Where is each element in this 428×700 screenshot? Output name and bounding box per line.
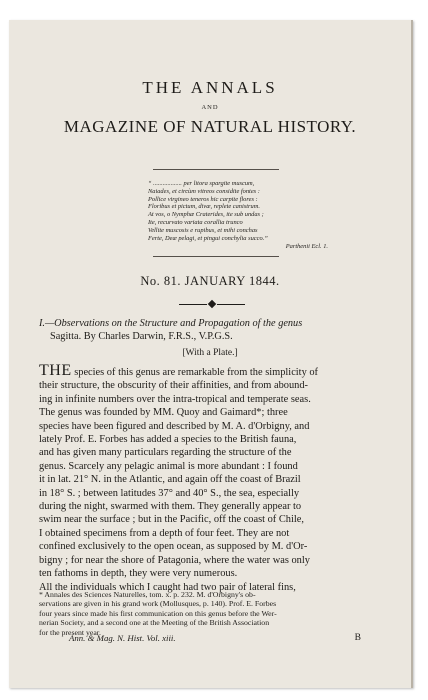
epigraph-rule-bottom bbox=[153, 256, 279, 257]
footnote-line: four years since made his first communication on this genus before the Wer- bbox=[39, 608, 277, 618]
journal-title-line-2: MAGAZINE OF NATURAL HISTORY. bbox=[63, 117, 357, 136]
article-body bbox=[39, 364, 381, 594]
body-line: in 18° S. ; between latitudes 37° and 40° S., the sea, especially bbox=[39, 487, 300, 499]
plate-note: [With a Plate.] bbox=[182, 348, 238, 358]
epigraph-line: Vellite muscosis e rupibus, et mihi conchas bbox=[148, 226, 258, 234]
body-line: during the night, swarmed with them. They generally appear to bbox=[39, 501, 302, 513]
body-line: their structure, the obscurity of their affinities, and from abound- bbox=[39, 380, 309, 392]
body-line: bigny ; for near the shore of Patagonia, where the water was only bbox=[39, 554, 310, 566]
running-footer: Ann. & Mag. N. Hist. Vol. xiii. bbox=[69, 633, 176, 643]
page-footer bbox=[69, 633, 361, 643]
body-line: swim near the surface ; but in the Pacific, off the coast of Chile, bbox=[39, 514, 304, 526]
body-line: species of this genus are remarkable from the simplicity of bbox=[71, 367, 319, 378]
footnotes bbox=[39, 590, 381, 637]
epigraph-rule-top bbox=[153, 169, 279, 170]
journal-title-line-1: THE ANNALS bbox=[142, 78, 278, 97]
footnote-line: servations are given in his grand work (Mollusques, p. 140). Prof. E. Forbes bbox=[39, 599, 277, 609]
article-title-line-1: I.—Observations on the Structure and Propagation of the genus bbox=[39, 318, 303, 329]
article-title bbox=[39, 317, 379, 343]
body-line: and has given many particulars regarding the structure of the bbox=[39, 447, 292, 459]
epigraph-line: Pollice virgineo teneros hic carpite flores : bbox=[148, 195, 258, 203]
footnote-line: nerian Society, and a second one at the Meeting of the British Association bbox=[39, 618, 270, 628]
epigraph-line: Naiades, et circùm vitreos considite fontes : bbox=[148, 187, 260, 195]
epigraph-line: Floribus et pictum, divæ, replete canistrum. bbox=[148, 203, 260, 211]
footnote-line: for the present year. bbox=[39, 627, 101, 637]
ornament-diamond bbox=[208, 300, 216, 308]
body-line: genus. Scarcely any pelagic animal is more abundant : I found bbox=[39, 460, 298, 472]
epigraph-line: “ .................. per litora spargite muscum, bbox=[148, 180, 255, 187]
body-line: confined exclusively to the open ocean, as supposed by M. d'Or- bbox=[39, 541, 308, 553]
article-title-line-2: Sagitta. By Charles Darwin, F.R.S., V.P.G.S. bbox=[50, 331, 233, 342]
body-line: lately Prof. E. Forbes has added a species to the British fauna, bbox=[39, 434, 297, 446]
body-line: species have been figured and described by M. A. d'Orbigny, and bbox=[39, 420, 310, 432]
body-line: The genus was founded by MM. Quoy and Gaimard*; three bbox=[39, 407, 288, 419]
footnote-line: * Annales des Sciences Naturelles, tom. x. p. 232. M. d'Orbigny's ob- bbox=[39, 590, 256, 599]
drop-word: THE bbox=[39, 362, 72, 379]
journal-page bbox=[9, 20, 413, 688]
body-line: All the individuals which I caught had two pair of lateral fins, bbox=[39, 581, 296, 593]
epigraph-attribution: Parthenii Ecl. 1. bbox=[285, 243, 328, 251]
issue-heading: No. 81. JANUARY 1844. bbox=[140, 274, 280, 288]
ornament-rule-left bbox=[179, 304, 207, 305]
body-line: ing in infinite numbers over the intra-tropical and temperate seas. bbox=[39, 393, 311, 405]
body-line: ten fathoms in depth, they were very numerous. bbox=[39, 568, 238, 580]
epigraph-line: Ferte, Deæ pelagi, et pingui conchylia succo.” bbox=[148, 234, 268, 242]
epigraph bbox=[148, 180, 328, 251]
body-line: it in lat. 21° N. in the Atlantic, and again off the coast of Brazil bbox=[39, 474, 301, 486]
journal-title-and: AND bbox=[201, 104, 219, 111]
epigraph-line: Ite, recurvato variata corallia trunco bbox=[148, 218, 243, 226]
epigraph-line: At vos, o Nymphæ Craterides, ite sub undas ; bbox=[148, 211, 264, 219]
signature-mark: B bbox=[354, 633, 361, 643]
ornament-rule-right bbox=[217, 304, 245, 305]
body-line: I obtained specimens from a depth of four feet. They are not bbox=[39, 527, 290, 539]
